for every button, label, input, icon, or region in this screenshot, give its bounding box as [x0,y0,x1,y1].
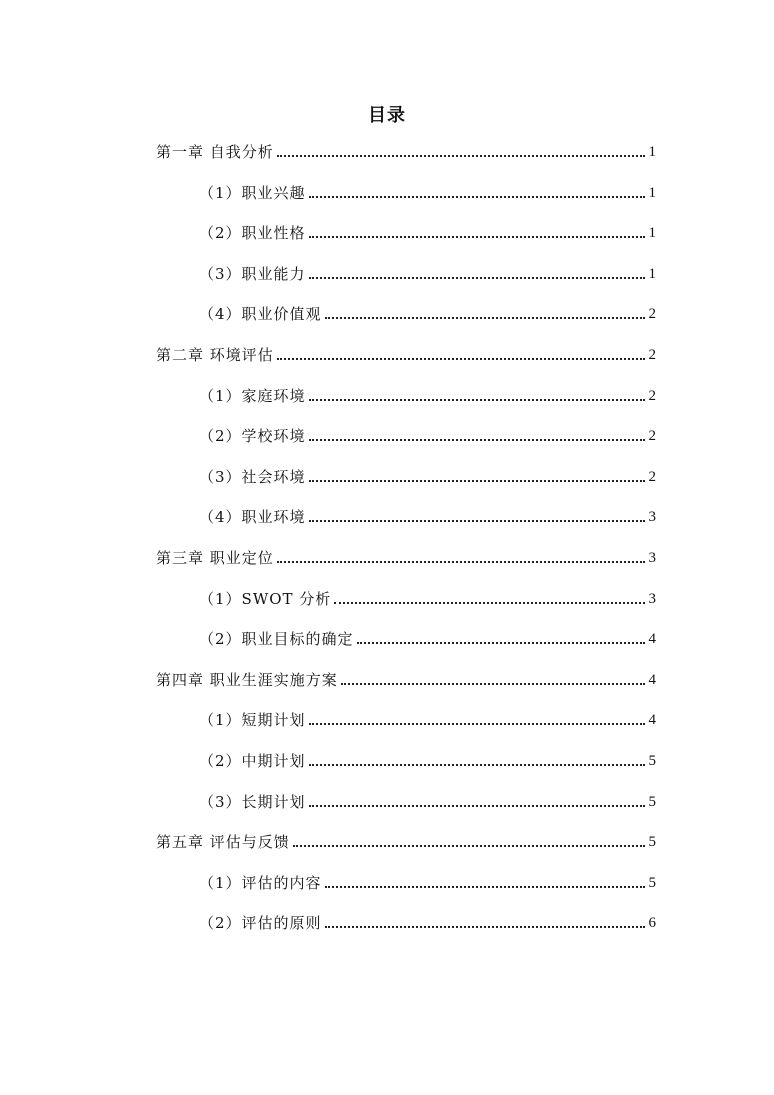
toc-dot-leader [309,723,645,725]
toc-entry-label: （2）学校环境 [199,427,306,446]
toc-dot-leader [309,520,645,522]
toc-dot-leader [309,764,645,766]
toc-section-entry[interactable] [199,706,656,730]
toc-page-number: 4 [648,712,656,729]
toc-dot-leader [277,561,645,563]
toc-page-number: 2 [648,468,656,485]
toc-page-number: 5 [648,874,656,891]
toc-dot-leader [309,236,645,238]
toc-page-number: 6 [648,915,656,932]
toc-entry-label: 第三章 职业定位 [156,549,274,567]
toc-page-number: 3 [648,550,656,566]
toc-dot-leader [277,155,645,157]
toc-page-number: 4 [648,631,656,648]
toc-entry-label: （2）职业性格 [199,224,306,243]
toc-dot-leader [334,602,645,604]
toc-entry-label: （3）长期计划 [199,792,306,811]
page-title: 目录 [368,105,406,126]
toc-chapter-entry[interactable] [156,341,656,365]
toc-dot-leader [357,642,645,644]
toc-page-number: 1 [648,184,656,201]
toc-page-number: 3 [648,590,656,607]
toc-entry-label: 第五章 评估与反馈 [156,833,290,852]
toc-page-number: 4 [648,671,656,688]
toc-entry-label: （2）职业目标的确定 [199,630,354,649]
toc-section-entry[interactable] [199,422,656,446]
toc-entry-label: （2）中期计划 [199,752,306,770]
toc-section-entry[interactable] [199,747,656,771]
toc-dot-leader [309,399,645,401]
toc-page-number: 5 [648,793,656,810]
toc-entry-label: 第四章 职业生涯实施方案 [156,670,338,689]
toc-entry-label: 第二章 环境评估 [156,346,274,364]
toc-page-number: 1 [648,144,656,160]
toc-dot-leader [309,277,645,279]
toc-section-entry[interactable] [199,625,656,649]
toc-section-entry[interactable] [199,300,656,324]
toc-page-number: 5 [648,753,656,769]
toc-page-number: 5 [648,834,656,851]
toc-dot-leader [325,317,645,319]
toc-dot-leader [309,196,645,198]
toc-entry-label: （1）评估的内容 [199,873,322,892]
toc-dot-leader [309,439,645,441]
toc-entry-label: 第一章 自我分析 [156,143,274,161]
toc-section-entry[interactable] [199,585,656,609]
toc-entry-label: （1）职业兴趣 [199,183,306,202]
toc-page-number: 2 [648,306,656,323]
toc-dot-leader [325,926,645,928]
toc-entry-label: （3）职业能力 [199,264,306,283]
toc-dot-leader [309,480,645,482]
toc-page-number: 1 [648,225,656,242]
toc-section-entry[interactable] [199,869,656,893]
toc-page-number: 2 [648,428,656,445]
toc-section-entry[interactable] [199,788,656,812]
toc-page-number: 1 [648,265,656,282]
toc-section-entry[interactable] [199,219,656,243]
toc-page-number: 2 [648,387,656,404]
toc-entry-label: （4）职业价值观 [199,305,322,324]
toc-chapter-entry[interactable] [156,828,656,852]
toc-dot-leader [309,805,645,807]
toc-dot-leader [341,683,645,685]
toc-page-number: 3 [648,509,656,526]
toc-chapter-entry[interactable] [156,544,656,568]
toc-section-entry[interactable] [199,909,656,933]
toc-entry-label: （1）短期计划 [199,711,306,730]
toc-dot-leader [325,886,645,888]
toc-section-entry[interactable] [199,503,656,527]
toc-dot-leader [293,845,645,847]
toc-section-entry[interactable] [199,179,656,203]
toc-page-number: 2 [648,347,656,363]
toc-section-entry[interactable] [199,463,656,487]
toc-entry-label: （1）SWOT 分析 [199,589,332,608]
toc-section-entry[interactable] [199,382,656,406]
toc-entry-label: （4）职业环境 [199,508,306,527]
toc-entry-label: （3）社会环境 [199,467,306,486]
toc-chapter-entry[interactable] [156,138,656,162]
toc-section-entry[interactable] [199,260,656,284]
toc-entry-label: （1）家庭环境 [199,386,306,405]
toc-chapter-entry[interactable] [156,666,656,690]
toc-dot-leader [277,358,645,360]
toc-entry-label: （2）评估的原则 [199,914,322,933]
